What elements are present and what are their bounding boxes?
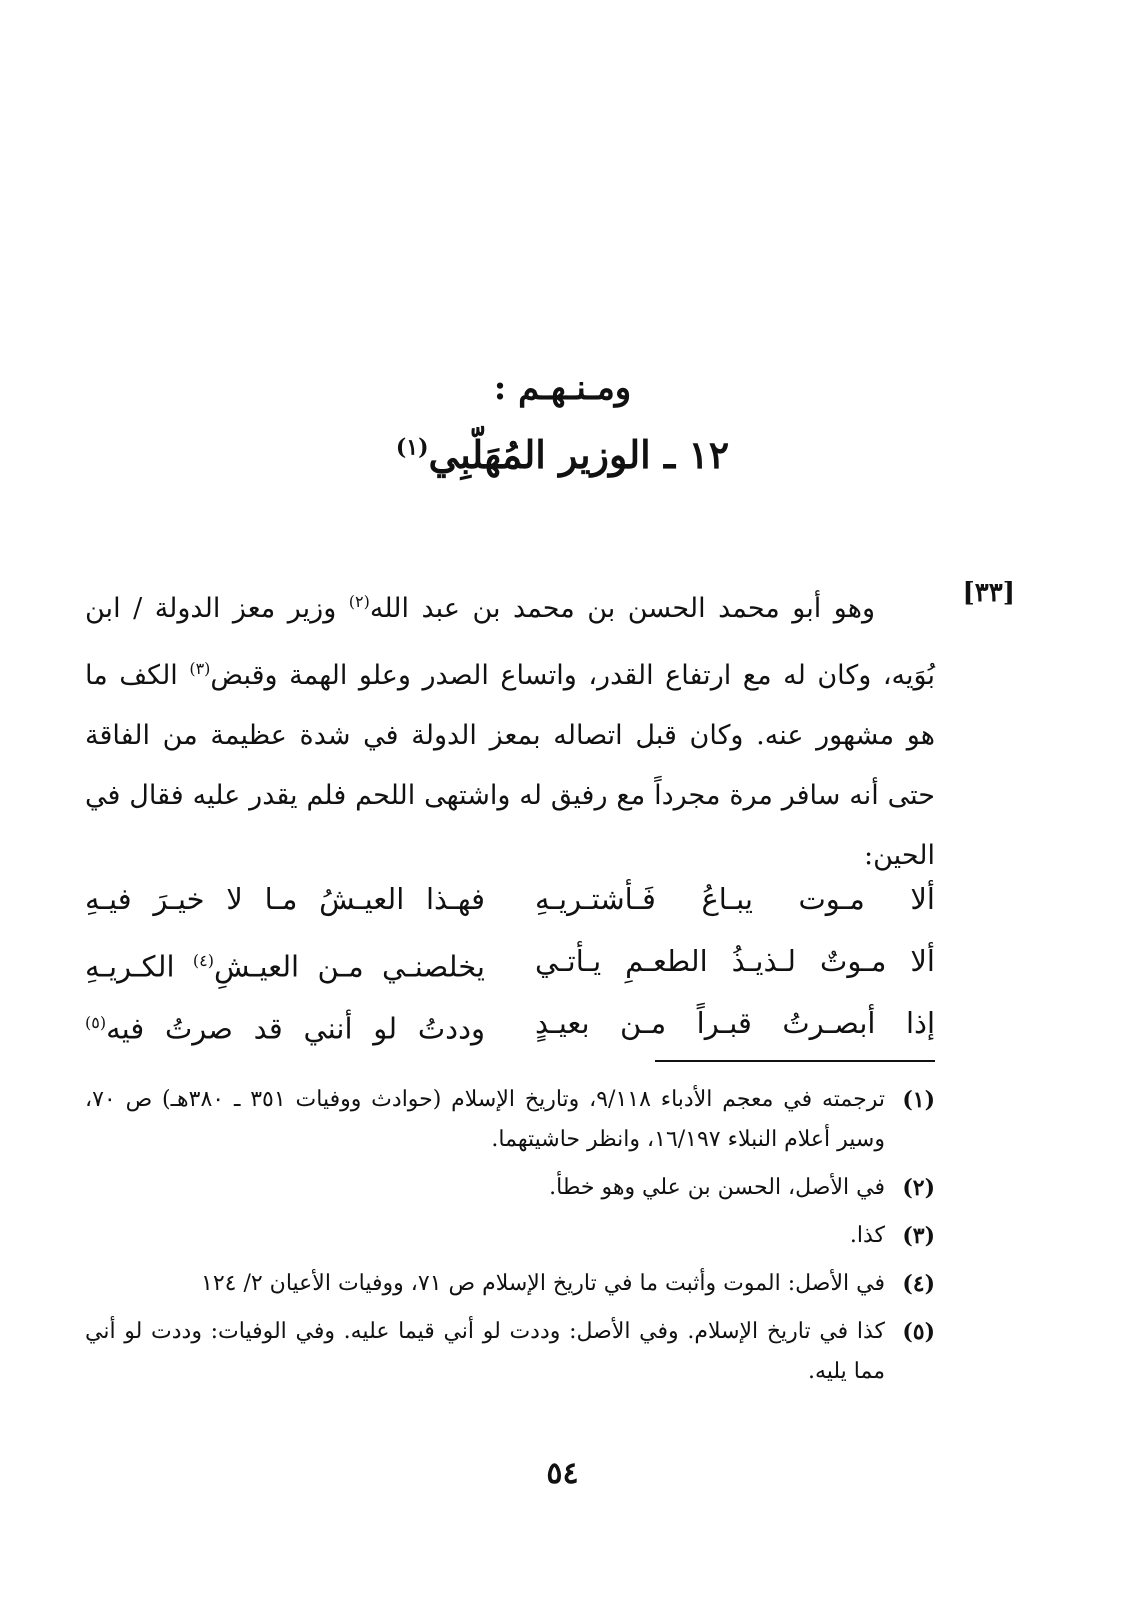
footnote: [85, 1216, 935, 1256]
footnote: [85, 1080, 935, 1160]
entry-title: [0, 432, 1125, 477]
verse-line: [85, 868, 935, 930]
footnote: [85, 1264, 935, 1304]
verse-text: يخلصنـي مـن العيـشِ: [214, 949, 485, 984]
paragraph-part-3: الكف ما هو مشهور عنه. وكان قبل اتصاله بمعز الدولة في شدة عظيمة من الفاقة حتى أنه سافر مرة مجرداً مع رفيق له واشتهى اللحم فلم يقدر عليه فقال في الحين:: [85, 660, 935, 871]
footnote-marker-2: (٢): [348, 592, 370, 611]
verse-text: الكـريـهِ: [85, 949, 193, 984]
footnote-number: (٤): [902, 1271, 935, 1297]
footnote-text: كذا في تاريخ الإسلام. وفي الأصل: وددت لو أني قيما عليه. وفي الوفيات: وددت لو أني مما يليه.: [85, 1319, 885, 1384]
footnote: [85, 1168, 935, 1208]
section-intro: ومـنـهـم :: [493, 368, 632, 408]
footnote-text: في الأصل، الحسن بن علي وهو خطأ.: [549, 1175, 885, 1200]
verse-line: [85, 992, 935, 1054]
footnote: [85, 1312, 935, 1392]
verse-second-hemistich: فهـذا العيـشُ مـا لا خيـرَ فيـهِ: [85, 882, 485, 916]
verse-first-hemistich: إذا أبصـرتُ قبـراً مـن بعيـدٍ: [535, 1006, 935, 1040]
footnote-text: في الأصل: الموت وأثبت ما في تاريخ الإسلام ص ٧١، ووفيات الأعيان ٢/ ١٢٤: [201, 1271, 885, 1296]
title-footnote-marker: (١): [395, 434, 429, 461]
verse-second-hemistich: [85, 930, 485, 992]
footnote-marker-4: (٤): [192, 951, 215, 970]
poem-verses: [85, 868, 935, 1054]
manuscript-folio-ref: [٣٣]: [962, 578, 1015, 608]
verse-line: [85, 930, 935, 992]
footnote-marker-5: (٥): [85, 1013, 107, 1032]
footnote-number: (٣): [902, 1223, 935, 1249]
entry-title-text: ١٢ ـ الوزير المُهَلّبِي: [428, 432, 730, 477]
verse-first-hemistich: ألا مـوتٌ لـذيـذُ الطعـمِ يـأتـي: [535, 944, 935, 978]
footnote-number: (١): [902, 1087, 935, 1113]
footnote-number: (٥): [902, 1319, 935, 1345]
page-number: ٥٤: [546, 1456, 579, 1491]
footnote-marker-3: (٣): [189, 659, 211, 678]
biography-paragraph: [85, 572, 935, 886]
footnote-text: ترجمته في معجم الأدباء ٩/١١٨، وتاريخ الإسلام (حوادث ووفيات ٣٥١ ـ ٣٨٠هـ) ص ٧٠، وسير أعلام النبلاء ١٦/١٩٧، وانظر حاشيتهما.: [85, 1087, 885, 1152]
verse-text: وددتُ لو أنني قد صرتُ فيه: [106, 1011, 485, 1046]
verse-second-hemistich: [85, 992, 485, 1054]
footnote-separator: [655, 1060, 935, 1062]
footnote-text: كذا.: [849, 1223, 885, 1248]
verse-first-hemistich: ألا مـوت يبـاعُ فَـأشتـريـهِ: [535, 882, 935, 916]
footnote-number: (٢): [902, 1175, 935, 1201]
footnotes: [85, 1080, 935, 1400]
paragraph-part-2: وزير معز الدولة / ابن بُوَيه، وكان له مع ارتفاع القدر، واتساع الصدر وعلو الهمة وقبض: [85, 593, 935, 691]
paragraph-part-1: وهو أبو محمد الحسن بن محمد بن عبد الله: [369, 593, 875, 624]
